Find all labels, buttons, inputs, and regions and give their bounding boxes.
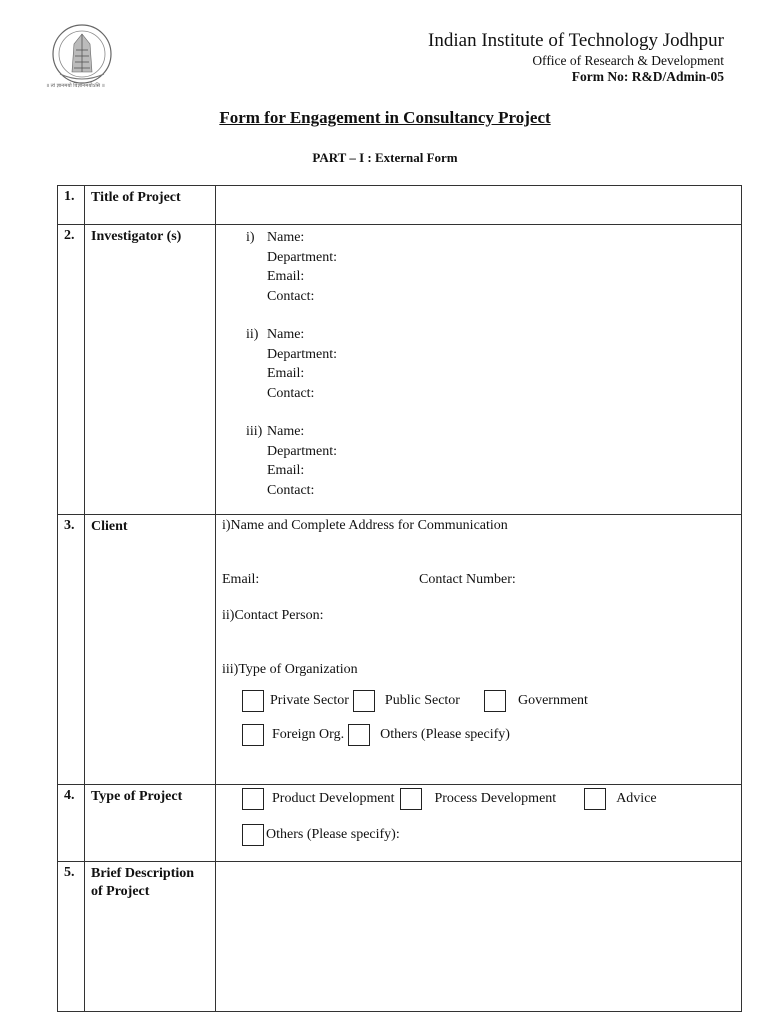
contact-label: Contact:: [267, 385, 315, 401]
table-row: [58, 186, 742, 225]
checkbox-label: Private Sector: [270, 693, 349, 708]
contact-label: Contact:: [267, 288, 315, 304]
row-label-project-type: Type of Project: [85, 785, 216, 862]
form-title: Form for Engagement in Consultancy Project: [219, 108, 551, 127]
investigator-number: iii): [246, 424, 263, 439]
department-label: Department:: [267, 249, 337, 265]
checkbox-label: Product Development: [272, 791, 395, 806]
form-number: Form No: R&D/Admin-05: [571, 68, 724, 84]
consultancy-form-table: [57, 185, 742, 1012]
client-contact-number-label: Contact Number:: [419, 572, 516, 587]
row-number: 1.: [58, 186, 85, 225]
project-type-options-row: [242, 824, 735, 846]
checkbox-label: Others (Please specify): [380, 727, 510, 742]
others-project-checkbox[interactable]: [242, 824, 264, 846]
office-name: Office of Research & Development: [532, 52, 724, 68]
row-label-title: Title of Project: [85, 186, 216, 225]
investigator-entry: [246, 325, 735, 403]
row-number: 5.: [58, 862, 85, 1012]
foreign-org-checkbox[interactable]: [242, 724, 264, 746]
contact-label: Contact:: [267, 482, 315, 498]
department-label: Department:: [267, 346, 337, 362]
investigator-entry: [246, 228, 735, 306]
organization-options-row: [242, 724, 735, 746]
client-contact-person-label: ii)Contact Person:: [222, 608, 324, 623]
email-label: Email:: [267, 463, 305, 478]
government-checkbox[interactable]: [484, 690, 506, 712]
email-label: Email:: [267, 366, 305, 381]
project-type-field[interactable]: [216, 785, 742, 862]
row-number: 2.: [58, 225, 85, 515]
part-title: PART – I : External Form: [312, 150, 458, 165]
project-description-field[interactable]: [216, 862, 742, 1012]
organization-options-row: [242, 690, 735, 712]
organization-type-label: iii)Type of Organization: [222, 662, 358, 677]
investigator-number: ii): [246, 327, 259, 342]
institute-name: Indian Institute of Technology Jodhpur: [428, 30, 724, 51]
product-development-checkbox[interactable]: [242, 788, 264, 810]
others-org-checkbox[interactable]: [348, 724, 370, 746]
investigators-field[interactable]: [216, 225, 742, 515]
private-sector-checkbox[interactable]: [242, 690, 264, 712]
checkbox-label: Process Development: [434, 791, 557, 806]
table-row: [58, 515, 742, 785]
email-label: Email:: [267, 269, 305, 284]
checkbox-label: Foreign Org.: [272, 727, 345, 742]
client-email-label: Email:: [222, 572, 260, 587]
investigator-entry: [246, 422, 735, 500]
table-row: [58, 862, 742, 1012]
name-label: Name:: [267, 230, 305, 245]
project-title-field[interactable]: [216, 186, 742, 225]
checkbox-label: Public Sector: [384, 693, 460, 708]
department-label: Department:: [267, 443, 337, 459]
iit-jodhpur-logo: [50, 22, 114, 92]
investigator-number: i): [246, 230, 255, 245]
name-label: Name:: [267, 327, 305, 342]
process-development-checkbox[interactable]: [400, 788, 422, 810]
row-label-description: Brief Description of Project: [85, 862, 216, 1012]
client-address-label: i)Name and Complete Address for Communication: [222, 518, 508, 533]
row-label-client: Client: [85, 515, 216, 785]
logo-motto: ॥ त्वं ज्ञानमयो विज्ञानमयोऽसि ॥: [46, 84, 105, 89]
checkbox-label: Government: [517, 693, 588, 708]
row-number: 4.: [58, 785, 85, 862]
row-label-investigators: Investigator (s): [85, 225, 216, 515]
project-type-options-row: [242, 788, 735, 810]
name-label: Name:: [267, 424, 305, 439]
client-contact-row: [222, 572, 735, 588]
table-row: [58, 785, 742, 862]
checkbox-label: Others (Please specify):: [266, 827, 400, 842]
table-row: [58, 225, 742, 515]
public-sector-checkbox[interactable]: [353, 690, 375, 712]
checkbox-label: Advice: [616, 791, 657, 806]
advice-checkbox[interactable]: [584, 788, 606, 810]
client-field[interactable]: [216, 515, 742, 785]
row-number: 3.: [58, 515, 85, 785]
institute-header: [428, 30, 724, 85]
